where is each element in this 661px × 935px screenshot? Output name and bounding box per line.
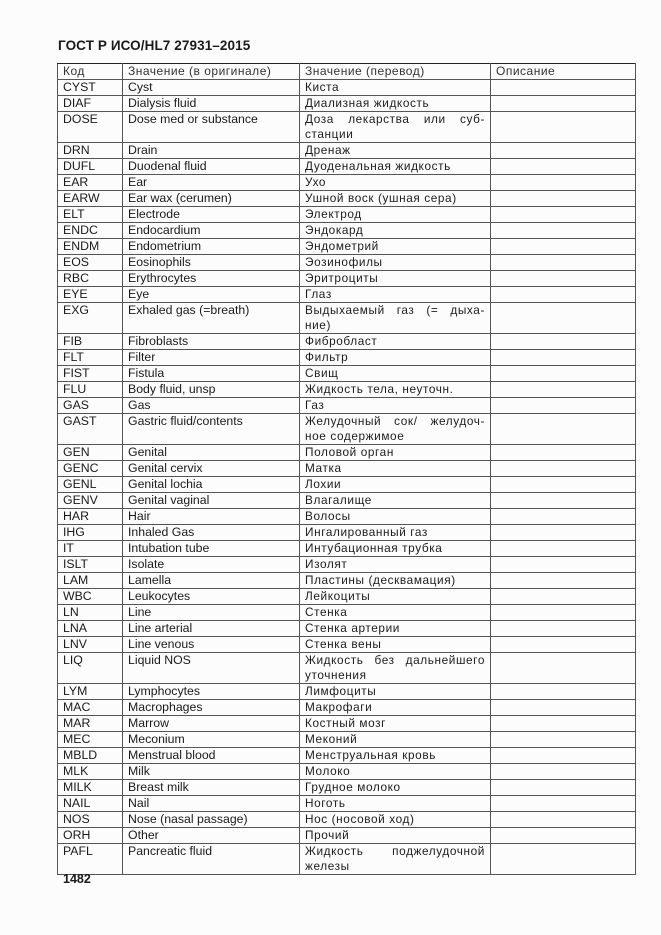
translation-cell: Желудочный сок/ желудоч-ное содержимое <box>300 414 491 445</box>
code-cell: MAC <box>58 700 123 716</box>
code-cell: LYM <box>58 684 123 700</box>
description-cell <box>491 493 636 509</box>
translation-cell: Стенка артерии <box>300 621 491 637</box>
table-body <box>58 80 636 875</box>
code-cell: EARW <box>58 191 123 207</box>
translation-cell: Стенка вены <box>300 637 491 653</box>
description-cell <box>491 303 636 334</box>
description-cell <box>491 239 636 255</box>
table-row <box>58 143 636 159</box>
code-cell: MAR <box>58 716 123 732</box>
code-cell: RBC <box>58 271 123 287</box>
code-cell: LN <box>58 605 123 621</box>
translation-cell: Лимфоциты <box>300 684 491 700</box>
code-cell: DUFL <box>58 159 123 175</box>
translation-cell: Диализная жидкость <box>300 96 491 112</box>
code-cell: DIAF <box>58 96 123 112</box>
translation-cell: Жидкость без дальнейшего уточнения <box>300 653 491 684</box>
code-cell: FIST <box>58 366 123 382</box>
description-cell <box>491 398 636 414</box>
original-cell: Lymphocytes <box>123 684 300 700</box>
table-row <box>58 398 636 414</box>
column-header-code: Код <box>58 64 123 80</box>
page-number: 1482 <box>63 872 91 886</box>
table-row <box>58 445 636 461</box>
code-cell: GEN <box>58 445 123 461</box>
translation-cell: Ингалированный газ <box>300 525 491 541</box>
description-cell <box>491 223 636 239</box>
translation-cell: Фибробласт <box>300 334 491 350</box>
description-cell <box>491 525 636 541</box>
code-cell: DRN <box>58 143 123 159</box>
original-cell: Line arterial <box>123 621 300 637</box>
table-row <box>58 414 636 445</box>
table-row <box>58 541 636 557</box>
description-cell <box>491 159 636 175</box>
table-row <box>58 573 636 589</box>
original-cell: Erythrocytes <box>123 271 300 287</box>
translation-cell: Ноготь <box>300 796 491 812</box>
code-cell: MBLD <box>58 748 123 764</box>
table-row <box>58 350 636 366</box>
original-cell: Nose (nasal passage) <box>123 812 300 828</box>
description-cell <box>491 605 636 621</box>
table-row <box>58 780 636 796</box>
original-cell: Drain <box>123 143 300 159</box>
translation-cell: Эритроциты <box>300 271 491 287</box>
table-row <box>58 112 636 143</box>
code-cell: MLK <box>58 764 123 780</box>
translation-cell: Дуоденальная жидкость <box>300 159 491 175</box>
description-cell <box>491 477 636 493</box>
code-cell: IHG <box>58 525 123 541</box>
code-cell: LNV <box>58 637 123 653</box>
code-cell: ISLT <box>58 557 123 573</box>
original-cell: Other <box>123 828 300 844</box>
table-row <box>58 589 636 605</box>
code-cell: CYST <box>58 80 123 96</box>
original-cell: Gas <box>123 398 300 414</box>
translation-cell: Половой орган <box>300 445 491 461</box>
original-cell: Genital cervix <box>123 461 300 477</box>
table-row <box>58 812 636 828</box>
code-cell: FLT <box>58 350 123 366</box>
description-cell <box>491 287 636 303</box>
table-row <box>58 605 636 621</box>
table-row <box>58 207 636 223</box>
original-cell: Exhaled gas (=breath) <box>123 303 300 334</box>
table-row <box>58 255 636 271</box>
original-cell: Line <box>123 605 300 621</box>
translation-cell: Эндометрий <box>300 239 491 255</box>
original-cell: Inhaled Gas <box>123 525 300 541</box>
translation-cell: Дренаж <box>300 143 491 159</box>
translation-cell: Газ <box>300 398 491 414</box>
translation-cell: Жидкость тела, неуточн. <box>300 382 491 398</box>
table-row <box>58 461 636 477</box>
table-row <box>58 653 636 684</box>
original-cell: Hair <box>123 509 300 525</box>
code-cell: ORH <box>58 828 123 844</box>
translation-cell: Выдыхаемый газ (= дыха-ние) <box>300 303 491 334</box>
table-row <box>58 796 636 812</box>
code-cell: GENL <box>58 477 123 493</box>
description-cell <box>491 621 636 637</box>
original-cell: Liquid NOS <box>123 653 300 684</box>
column-header-translation: Значение (перевод) <box>300 64 491 80</box>
description-cell <box>491 844 636 875</box>
description-cell <box>491 414 636 445</box>
code-cell: MEC <box>58 732 123 748</box>
code-cell: MILK <box>58 780 123 796</box>
translation-cell: Изолят <box>300 557 491 573</box>
original-cell: Leukocytes <box>123 589 300 605</box>
original-cell: Ear wax (cerumen) <box>123 191 300 207</box>
code-cell: IT <box>58 541 123 557</box>
original-cell: Filter <box>123 350 300 366</box>
table-row <box>58 732 636 748</box>
translation-cell: Электрод <box>300 207 491 223</box>
translation-cell: Пластины (десквамация) <box>300 573 491 589</box>
code-cell: DOSE <box>58 112 123 143</box>
description-cell <box>491 541 636 557</box>
code-cell: WBC <box>58 589 123 605</box>
description-cell <box>491 445 636 461</box>
description-cell <box>491 175 636 191</box>
table-row <box>58 239 636 255</box>
description-cell <box>491 796 636 812</box>
original-cell: Ear <box>123 175 300 191</box>
column-header-original: Значение (в оригинале) <box>123 64 300 80</box>
description-cell <box>491 207 636 223</box>
table-row <box>58 382 636 398</box>
original-cell: Dose med or substance <box>123 112 300 143</box>
description-cell <box>491 461 636 477</box>
original-cell: Fistula <box>123 366 300 382</box>
code-cell: GENC <box>58 461 123 477</box>
document-header: ГОСТ Р ИСО/HL7 27931–2015 <box>58 38 251 53</box>
original-cell: Macrophages <box>123 700 300 716</box>
table-row <box>58 303 636 334</box>
translation-cell: Жидкость поджелудочной железы <box>300 844 491 875</box>
original-cell: Breast milk <box>123 780 300 796</box>
description-cell <box>491 812 636 828</box>
description-cell <box>491 334 636 350</box>
original-cell: Body fluid, unsp <box>123 382 300 398</box>
table-row <box>58 287 636 303</box>
table-row <box>58 493 636 509</box>
description-cell <box>491 255 636 271</box>
description-cell <box>491 143 636 159</box>
translation-cell: Нос (носовой ход) <box>300 812 491 828</box>
description-cell <box>491 589 636 605</box>
code-cell: LNA <box>58 621 123 637</box>
table-row <box>58 80 636 96</box>
description-cell <box>491 764 636 780</box>
specimen-codes-table <box>57 63 636 875</box>
table-row <box>58 748 636 764</box>
original-cell: Endometrium <box>123 239 300 255</box>
translation-cell: Эндокард <box>300 223 491 239</box>
original-cell: Fibroblasts <box>123 334 300 350</box>
translation-cell: Молоко <box>300 764 491 780</box>
translation-cell: Меконий <box>300 732 491 748</box>
translation-cell: Глаз <box>300 287 491 303</box>
description-cell <box>491 557 636 573</box>
original-cell: Eye <box>123 287 300 303</box>
original-cell: Intubation tube <box>123 541 300 557</box>
code-cell: FIB <box>58 334 123 350</box>
code-cell: GAS <box>58 398 123 414</box>
description-cell <box>491 509 636 525</box>
table-row <box>58 525 636 541</box>
table-row <box>58 621 636 637</box>
original-cell: Lamella <box>123 573 300 589</box>
description-cell <box>491 191 636 207</box>
translation-cell: Свищ <box>300 366 491 382</box>
description-cell <box>491 780 636 796</box>
original-cell: Genital vaginal <box>123 493 300 509</box>
table-row <box>58 175 636 191</box>
table-row <box>58 764 636 780</box>
translation-cell: Прочий <box>300 828 491 844</box>
table-row <box>58 96 636 112</box>
column-header-description: Описание <box>491 64 636 80</box>
translation-cell: Менструальная кровь <box>300 748 491 764</box>
original-cell: Eosinophils <box>123 255 300 271</box>
description-cell <box>491 716 636 732</box>
table-row <box>58 828 636 844</box>
table-row <box>58 477 636 493</box>
translation-cell: Эозинофилы <box>300 255 491 271</box>
translation-cell: Лейкоциты <box>300 589 491 605</box>
original-cell: Cyst <box>123 80 300 96</box>
translation-cell: Костный мозг <box>300 716 491 732</box>
code-cell: GENV <box>58 493 123 509</box>
description-cell <box>491 653 636 684</box>
original-cell: Isolate <box>123 557 300 573</box>
translation-cell: Киста <box>300 80 491 96</box>
code-cell: LIQ <box>58 653 123 684</box>
original-cell: Dialysis fluid <box>123 96 300 112</box>
original-cell: Menstrual blood <box>123 748 300 764</box>
table-row <box>58 509 636 525</box>
code-cell: EAR <box>58 175 123 191</box>
table-row <box>58 366 636 382</box>
description-cell <box>491 700 636 716</box>
original-cell: Milk <box>123 764 300 780</box>
translation-cell: Ушной воск (ушная сера) <box>300 191 491 207</box>
table-row <box>58 191 636 207</box>
translation-cell: Матка <box>300 461 491 477</box>
description-cell <box>491 96 636 112</box>
code-cell: EXG <box>58 303 123 334</box>
code-cell: PAFL <box>58 844 123 875</box>
code-cell: NOS <box>58 812 123 828</box>
code-cell: NAIL <box>58 796 123 812</box>
original-cell: Electrode <box>123 207 300 223</box>
translation-cell: Доза лекарства или суб-станции <box>300 112 491 143</box>
description-cell <box>491 573 636 589</box>
table-row <box>58 223 636 239</box>
table-row <box>58 271 636 287</box>
original-cell: Line venous <box>123 637 300 653</box>
code-cell: HAR <box>58 509 123 525</box>
original-cell: Gastric fluid/contents <box>123 414 300 445</box>
code-cell: ELT <box>58 207 123 223</box>
original-cell: Endocardium <box>123 223 300 239</box>
description-cell <box>491 748 636 764</box>
translation-cell: Волосы <box>300 509 491 525</box>
description-cell <box>491 828 636 844</box>
table-row <box>58 684 636 700</box>
table-row <box>58 637 636 653</box>
description-cell <box>491 637 636 653</box>
table-row <box>58 844 636 875</box>
description-cell <box>491 382 636 398</box>
table-header-row <box>58 64 636 80</box>
table-row <box>58 700 636 716</box>
description-cell <box>491 684 636 700</box>
table-row <box>58 334 636 350</box>
translation-cell: Интубационная трубка <box>300 541 491 557</box>
code-cell: EYE <box>58 287 123 303</box>
table-row <box>58 716 636 732</box>
translation-cell: Макрофаги <box>300 700 491 716</box>
table-row <box>58 159 636 175</box>
code-cell: GAST <box>58 414 123 445</box>
original-cell: Nail <box>123 796 300 812</box>
table-row <box>58 557 636 573</box>
original-cell: Duodenal fluid <box>123 159 300 175</box>
translation-cell: Лохии <box>300 477 491 493</box>
translation-cell: Влагалище <box>300 493 491 509</box>
code-cell: ENDM <box>58 239 123 255</box>
translation-cell: Фильтр <box>300 350 491 366</box>
code-cell: FLU <box>58 382 123 398</box>
description-cell <box>491 350 636 366</box>
translation-cell: Стенка <box>300 605 491 621</box>
description-cell <box>491 271 636 287</box>
description-cell <box>491 732 636 748</box>
translation-cell: Ухо <box>300 175 491 191</box>
translation-cell: Грудное молоко <box>300 780 491 796</box>
description-cell <box>491 112 636 143</box>
code-cell: ENDC <box>58 223 123 239</box>
original-cell: Pancreatic fluid <box>123 844 300 875</box>
code-cell: LAM <box>58 573 123 589</box>
original-cell: Genital lochia <box>123 477 300 493</box>
original-cell: Genital <box>123 445 300 461</box>
description-cell <box>491 366 636 382</box>
original-cell: Meconium <box>123 732 300 748</box>
description-cell <box>491 80 636 96</box>
code-cell: EOS <box>58 255 123 271</box>
original-cell: Marrow <box>123 716 300 732</box>
